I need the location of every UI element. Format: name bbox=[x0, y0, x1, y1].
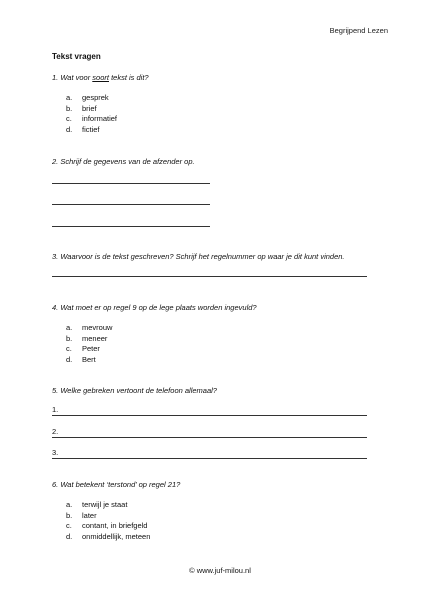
answer-line[interactable] bbox=[52, 276, 367, 277]
answer-line[interactable] bbox=[52, 183, 210, 184]
answer-line[interactable] bbox=[52, 204, 210, 205]
option-item: b. later bbox=[66, 510, 97, 520]
option-item: b. meneer bbox=[66, 333, 108, 343]
numbered-answer-line[interactable]: 2. bbox=[52, 427, 367, 438]
option-item: a. gesprek bbox=[66, 93, 109, 102]
option-item: a. mevrouw bbox=[66, 323, 113, 332]
question-6: 6. Wat betekent ‘terstond’ op regel 21? bbox=[52, 480, 181, 489]
question-4-options bbox=[66, 323, 112, 365]
numbered-answer-line[interactable]: 3. bbox=[52, 448, 367, 459]
subject-header: Begrijpend Lezen bbox=[329, 26, 388, 35]
option-item: b. brief bbox=[66, 103, 97, 113]
option-item: c. informatief bbox=[66, 114, 118, 123]
question-4: 4. Wat moet er op regel 9 op de lege plaats worden ingevuld? bbox=[52, 303, 257, 312]
worksheet-title: Tekst vragen bbox=[52, 52, 101, 61]
question-2: 2. Schrijf de gegevens van de afzender op. bbox=[52, 157, 195, 166]
option-item: a. terwijl je staat bbox=[66, 500, 128, 509]
option-item: d. onmiddellijk, meteen bbox=[66, 531, 151, 541]
option-item: d. Bert bbox=[66, 354, 96, 364]
question-1-underlined: soort bbox=[92, 73, 109, 82]
option-item: c. contant, in briefgeld bbox=[66, 521, 148, 530]
question-6-options bbox=[66, 500, 150, 542]
answer-line[interactable] bbox=[52, 226, 210, 227]
question-1-pre: 1. Wat voor bbox=[52, 73, 93, 82]
question-1 bbox=[52, 73, 149, 82]
option-item: c. Peter bbox=[66, 344, 100, 353]
question-3: 3. Waarvoor is de tekst geschreven? Schrijf het regelnummer op waar je dit kunt vinden. bbox=[52, 252, 345, 261]
question-1-options bbox=[66, 93, 117, 135]
option-item: d. fictief bbox=[66, 124, 100, 134]
footer-copyright: © www.juf-milou.nl bbox=[189, 566, 251, 575]
question-5: 5. Welke gebreken vertoont de telefoon allemaal? bbox=[52, 386, 217, 395]
question-1-post: tekst is dit? bbox=[108, 73, 149, 82]
numbered-answer-line[interactable]: 1. bbox=[52, 405, 367, 416]
